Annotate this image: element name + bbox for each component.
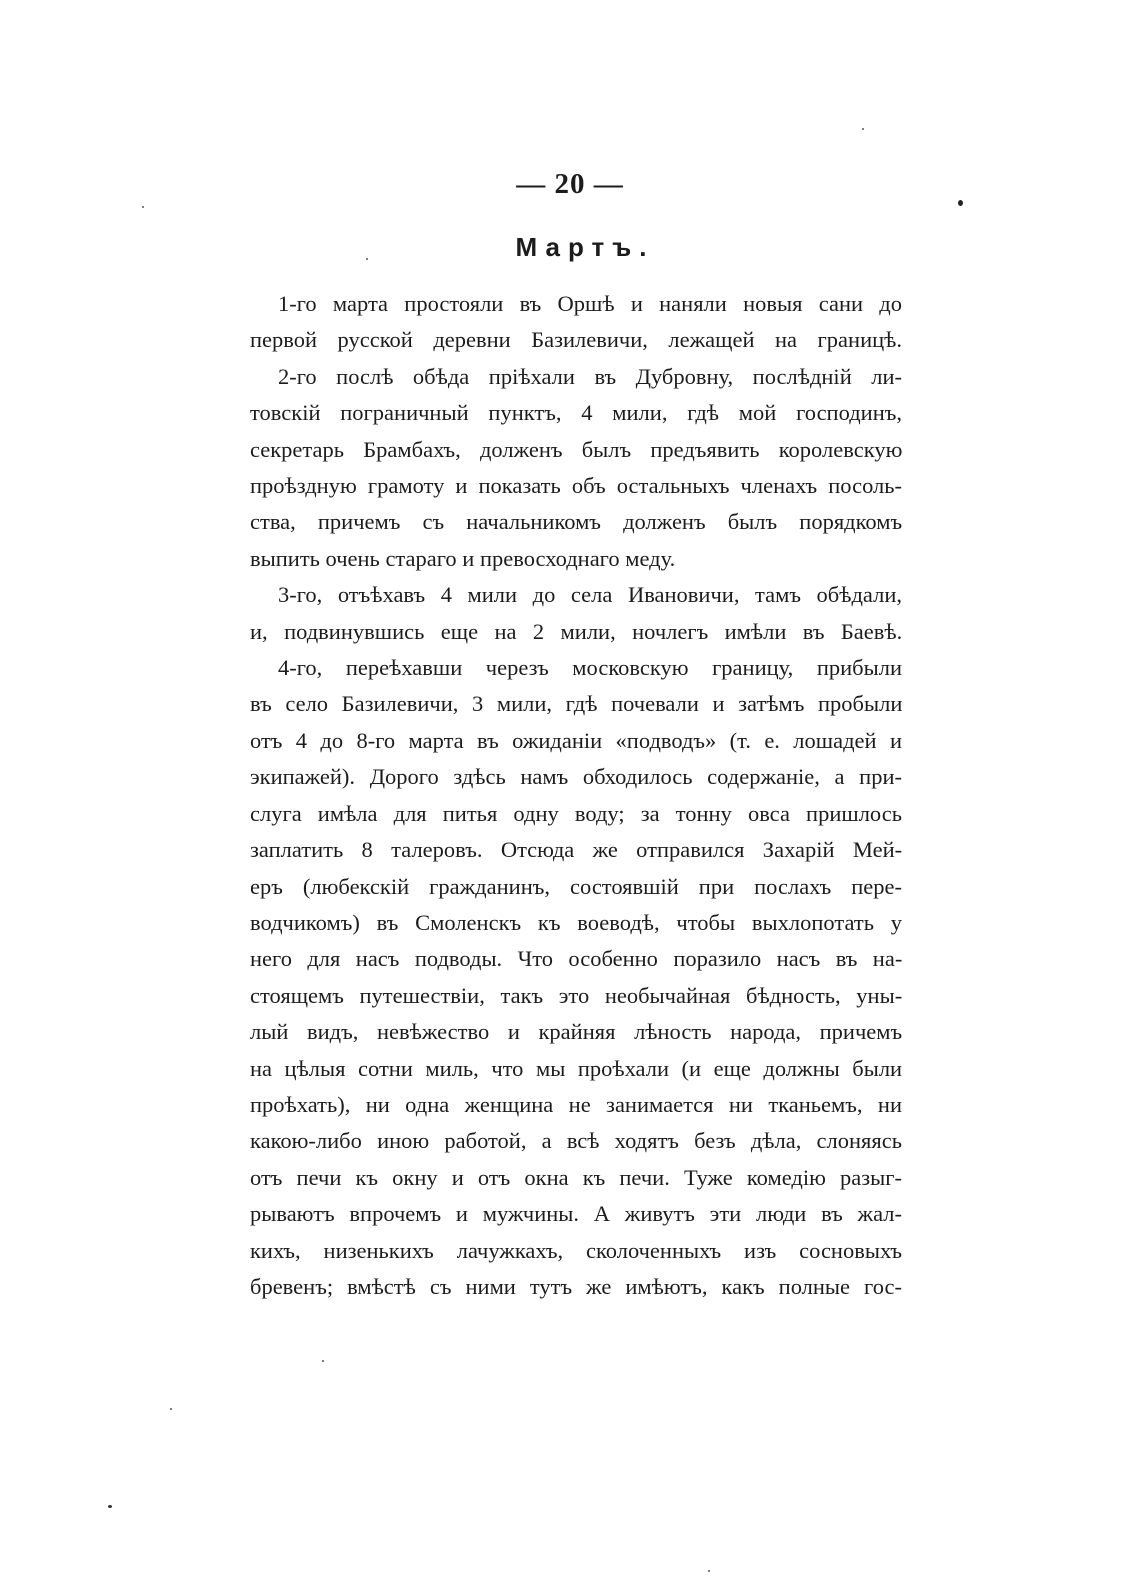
scan-speck — [142, 206, 144, 208]
scan-speck — [708, 1570, 710, 1572]
text-line: товскій пограничный пунктъ, 4 мили, гдѣ мой господинъ, — [250, 400, 902, 426]
text-line: какою-либо иною работой, а всѣ ходятъ безъ дѣла, слоняясь — [250, 1128, 902, 1154]
text-line: бревенъ; вмѣстѣ съ ними тутъ же имѣютъ, какъ полные гос- — [250, 1273, 902, 1299]
text-line: заплатить 8 талеровъ. Отсюда же отправился Захарій Мей- — [250, 837, 903, 863]
text-line: проѣздную грамоту и показать объ остальныхъ членахъ посоль- — [250, 473, 902, 499]
text-line: него для насъ подводы. Что особенно поразило насъ въ на- — [250, 946, 903, 972]
paragraph-3 — [250, 577, 902, 650]
text-line: первой русской деревни Базилевичи, лежащей на границѣ. — [250, 327, 902, 353]
scan-speck — [862, 128, 864, 130]
text-line: и, подвинувшись еще на 2 мили, ночлегъ имѣли въ Баевѣ. — [250, 618, 903, 644]
text-line: проѣхать), ни одна женщина не занимается ни тканьемъ, ни — [250, 1091, 903, 1117]
text-line: въ село Базилевичи, 3 мили, гдѣ почевали и затѣмъ пробыли — [250, 691, 903, 717]
text-line: 4-го, переѣхавши черезъ московскую границу, прибыли — [278, 655, 902, 681]
text-line: секретарь Брамбахъ, долженъ былъ предъявить королевскую — [250, 436, 903, 462]
text-line: рываютъ впрочемъ и мужчины. А живутъ эти люди въ жал- — [250, 1201, 902, 1227]
scan-speck — [958, 200, 963, 206]
text-line: кихъ, низенькихъ лачужкахъ, сколоченныхъ изъ сосновыхъ — [250, 1237, 902, 1263]
text-line: отъ 4 до 8-го марта въ ожиданіи «подводъ» (т. е. лошадей и — [250, 727, 902, 753]
text-line: 2-го послѣ обѣда пріѣхали въ Дубровну, послѣдній ли- — [278, 363, 902, 389]
scan-speck — [108, 1505, 112, 1508]
body-text — [250, 286, 902, 1305]
text-line: водчикомъ) въ Смоленскъ къ воеводѣ, чтобы выхлопотать у — [250, 909, 902, 935]
paragraph-2 — [250, 359, 902, 577]
text-line: 1-го марта простояли въ Оршѣ и наняли новыя сани до — [278, 291, 902, 316]
text-line: слуга имѣла для питья одну воду; за тонну овса пришлось — [250, 800, 902, 826]
scan-speck — [170, 1408, 172, 1410]
text-line: 3-го, отъѣхавъ 4 мили до села Ивановичи, тамъ обѣдали, — [278, 582, 902, 608]
paragraph-1 — [250, 286, 902, 359]
text-line: лый видъ, невѣжество и крайняя лѣность народа, причемъ — [250, 1019, 903, 1045]
text-line: на цѣлыя сотни миль, что мы проѣхали (и еще должны были — [250, 1055, 903, 1081]
scan-speck — [366, 258, 368, 260]
page-number: — 20 — — [516, 168, 624, 200]
text-line: отъ печи къ окну и отъ окна къ печи. Туже комедію разыг- — [250, 1164, 902, 1190]
text-line: ства, причемъ съ начальникомъ долженъ былъ порядкомъ — [250, 509, 903, 535]
text-line: стоящемъ путешествіи, такъ это необычайная бѣдность, уны- — [250, 982, 903, 1008]
text-line: еръ (любекскій гражданинъ, состоявшій при послахъ пере- — [250, 873, 902, 899]
section-heading: Мартъ. — [515, 232, 655, 262]
scan-speck — [322, 1360, 324, 1362]
text-line: экипажей). Дорого здѣсь намъ обходилось содержаніе, а при- — [250, 764, 902, 790]
text-line: выпить очень стараго и превосходнаго меду. — [250, 545, 676, 571]
paragraph-4 — [250, 650, 902, 1305]
